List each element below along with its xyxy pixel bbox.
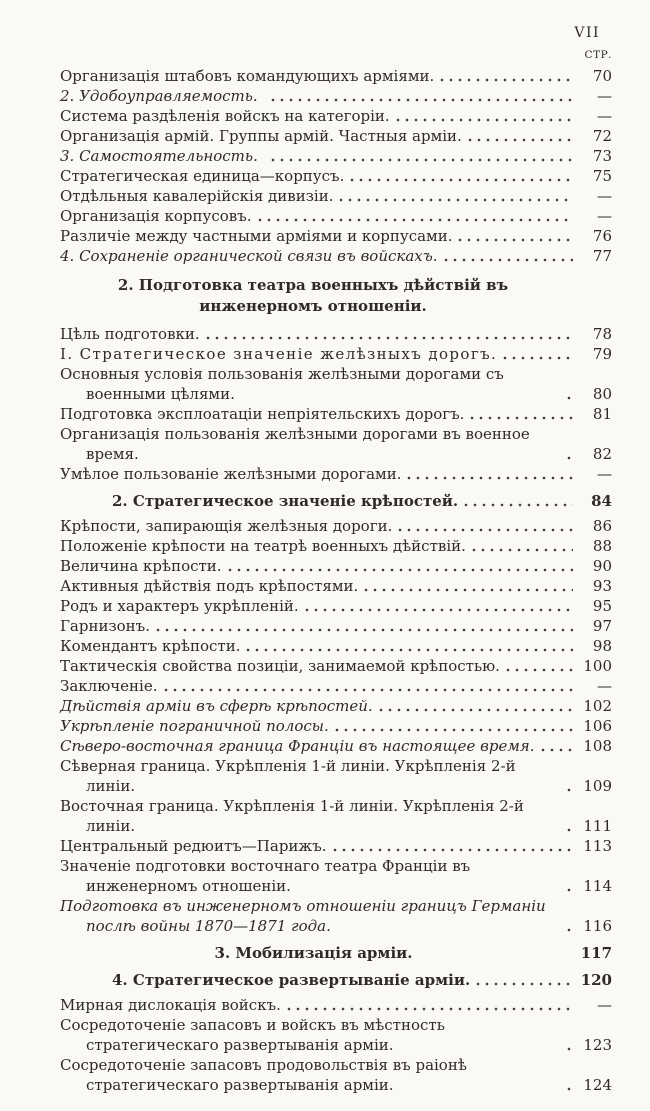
entry-page-number: 81 bbox=[592, 405, 612, 423]
entry-title: Активныя дѣйствія подъ крѣпостями. bbox=[60, 577, 359, 595]
entry-title: 3. Мобилизація арміи. bbox=[214, 944, 413, 962]
toc-entry bbox=[60, 736, 612, 756]
toc-entry bbox=[60, 636, 612, 656]
dot-leader bbox=[567, 928, 573, 932]
entry-page-number: 77 bbox=[592, 247, 612, 265]
entry-title: 2. Стратегическое значеніе крѣпостей. bbox=[112, 492, 459, 510]
dot-leader bbox=[444, 258, 573, 262]
toc-entry bbox=[60, 146, 612, 166]
toc-entry bbox=[60, 246, 612, 266]
entry-page-number: 114 bbox=[583, 877, 612, 895]
entry-title: Сѣверо-восточная граница Франціи въ настоящее время. bbox=[60, 737, 535, 755]
entry-page-number: 84 bbox=[591, 492, 612, 510]
dot-leader bbox=[287, 1007, 573, 1011]
entry-title: Различіе между частными арміями и корпусами. bbox=[60, 227, 453, 245]
dot-leader bbox=[350, 178, 573, 182]
toc-entry bbox=[60, 1015, 612, 1055]
dot-leader bbox=[567, 788, 573, 792]
toc-entry bbox=[60, 464, 612, 484]
entry-page-number: 116 bbox=[583, 917, 612, 935]
entry-title: Величина крѣпости. bbox=[60, 557, 222, 575]
toc-entry bbox=[60, 576, 612, 596]
entry-title: Значеніе подготовки восточнаго театра Франціи въ инженерномъ отношеніи. bbox=[60, 857, 471, 895]
toc-entry bbox=[60, 796, 612, 836]
dot-leader bbox=[567, 456, 573, 460]
dot-leader bbox=[271, 158, 573, 162]
entry-title: Организація армій. Группы армій. Частныя арміи. bbox=[60, 127, 462, 145]
entry-title: Заключеніе. bbox=[60, 677, 158, 695]
entry-page-number: 109 bbox=[583, 777, 612, 795]
entry-title: Стратегическая единица—корпусъ. bbox=[60, 167, 345, 185]
entry-title: Восточная граница. Укрѣпленія 1-й линіи. Укрѣпленія 2-й линіи. bbox=[60, 797, 524, 835]
dot-leader bbox=[470, 416, 573, 420]
entry-page-number: — bbox=[597, 87, 612, 105]
dot-leader bbox=[271, 98, 573, 102]
dot-leader bbox=[333, 848, 573, 852]
toc-entry bbox=[60, 616, 612, 636]
entry-page-number: 75 bbox=[592, 167, 612, 185]
entry-page-number: 113 bbox=[583, 837, 612, 855]
toc-entry bbox=[60, 995, 612, 1015]
toc-entry bbox=[60, 970, 612, 990]
toc-entry bbox=[60, 226, 612, 246]
entry-page-number: 95 bbox=[592, 597, 612, 615]
toc-entry bbox=[60, 836, 612, 856]
dot-leader bbox=[258, 218, 573, 222]
dot-leader bbox=[458, 238, 573, 242]
toc-entry bbox=[60, 166, 612, 186]
toc-entry bbox=[60, 756, 612, 796]
entry-page-number: 124 bbox=[583, 1076, 612, 1094]
entry-title: Центральный редюитъ—Парижъ. bbox=[60, 837, 327, 855]
toc-entry bbox=[60, 943, 612, 963]
entry-title: Укрѣпленіе пограничной полосы. bbox=[60, 717, 329, 735]
dot-leader bbox=[156, 628, 573, 632]
toc-entry bbox=[60, 856, 612, 896]
dot-leader bbox=[407, 476, 573, 480]
toc-entry bbox=[60, 126, 612, 146]
dot-leader bbox=[305, 608, 573, 612]
entry-page-number: 117 bbox=[580, 944, 613, 962]
entry-page-number: 79 bbox=[592, 345, 612, 363]
dot-leader bbox=[246, 648, 573, 652]
entry-title: Организація корпусовъ. bbox=[60, 207, 252, 225]
entry-title: Подготовка въ инженерномъ отношеніи границъ Германіи послѣ войны 1870—1871 года. bbox=[60, 897, 546, 935]
entry-page-number: 86 bbox=[592, 517, 612, 535]
entry-page-number: — bbox=[597, 465, 612, 483]
entry-page-number: 120 bbox=[580, 971, 612, 989]
entry-page-number: 88 bbox=[592, 537, 612, 555]
toc-entry bbox=[60, 364, 612, 404]
toc-entry bbox=[60, 896, 612, 936]
toc-entry bbox=[60, 676, 612, 696]
dot-leader bbox=[468, 138, 573, 142]
toc-entry bbox=[60, 324, 612, 344]
entry-title: Сосредоточеніе запасовъ продовольствія въ раіонѣ стратегическаго развертыванія арміи. bbox=[60, 1056, 467, 1094]
dot-leader bbox=[440, 78, 573, 82]
entry-page-number: — bbox=[597, 677, 612, 695]
toc-entry bbox=[60, 716, 612, 736]
dot-leader bbox=[567, 888, 573, 892]
dot-leader bbox=[567, 1087, 573, 1091]
entry-title: Дѣйствія арміи въ сферѣ крѣпостей. bbox=[60, 697, 373, 715]
entry-title: Умѣлое пользованіе желѣзными дорогами. bbox=[60, 465, 402, 483]
dot-leader bbox=[364, 588, 573, 592]
entry-page-number: 70 bbox=[592, 67, 612, 85]
dot-leader bbox=[541, 748, 574, 752]
entry-page-number: 98 bbox=[592, 637, 612, 655]
entry-title: Организація штабовъ командующихъ арміями. bbox=[60, 67, 435, 85]
entry-page-number: 108 bbox=[583, 737, 612, 755]
entry-page-number: 73 bbox=[592, 147, 612, 165]
toc-entry bbox=[60, 206, 612, 226]
entry-title: 2. Удобоуправляемость. bbox=[60, 87, 258, 105]
entry-page-number: 90 bbox=[592, 557, 612, 575]
entry-title: Комендантъ крѣпости. bbox=[60, 637, 241, 655]
entry-title: 4. Сохраненіе органической связи въ войскахъ. bbox=[60, 247, 438, 265]
page-column-label: СТР. bbox=[584, 49, 612, 61]
toc-entry bbox=[60, 1055, 612, 1095]
dot-leader bbox=[164, 688, 574, 692]
toc-entry bbox=[60, 186, 612, 206]
dot-leader bbox=[339, 198, 573, 202]
entry-title: Крѣпости, запирающія желѣзныя дороги. bbox=[60, 517, 393, 535]
entry-title: Гарнизонъ. bbox=[60, 617, 150, 635]
entry-page-number: — bbox=[597, 996, 612, 1014]
entry-page-number: — bbox=[597, 107, 612, 125]
entry-title: Мирная дислокація войскъ. bbox=[60, 996, 281, 1014]
dot-leader bbox=[379, 708, 573, 712]
entry-title: 3. Самостоятельность. bbox=[60, 147, 258, 165]
entry-title: Система раздѣленія войскъ на категоріи. bbox=[60, 107, 390, 125]
toc-entry bbox=[60, 86, 612, 106]
table-of-contents bbox=[60, 66, 612, 1095]
entry-page-number: 80 bbox=[592, 385, 612, 403]
entry-page-number: 102 bbox=[583, 697, 612, 715]
entry-page-number: 123 bbox=[583, 1036, 612, 1054]
toc-entry bbox=[60, 491, 612, 511]
toc-entry bbox=[60, 556, 612, 576]
dot-leader bbox=[503, 356, 573, 360]
entry-page-number: 76 bbox=[592, 227, 612, 245]
entry-page-number: — bbox=[597, 187, 612, 205]
dot-leader bbox=[567, 828, 573, 832]
entry-title: Цѣль подготовки. bbox=[60, 325, 200, 343]
entry-title: Сосредоточеніе запасовъ и войскъ въ мѣстность стратегическаго развертыванія арміи. bbox=[60, 1016, 445, 1054]
entry-page-number: — bbox=[597, 207, 612, 225]
entry-page-number: 78 bbox=[592, 325, 612, 343]
dot-leader bbox=[228, 568, 573, 572]
dot-leader bbox=[567, 396, 573, 400]
toc-entry bbox=[60, 656, 612, 676]
toc-entry bbox=[60, 696, 612, 716]
dot-leader bbox=[419, 955, 574, 959]
dot-leader bbox=[335, 728, 573, 732]
entry-title: 4. Стратегическое развертываніе арміи. bbox=[112, 971, 471, 989]
entry-page-number: 72 bbox=[592, 127, 612, 145]
entry-page-number: 97 bbox=[592, 617, 612, 635]
entry-title: Отдѣльныя кавалерійскія дивизіи. bbox=[60, 187, 334, 205]
dot-leader bbox=[476, 982, 573, 986]
entry-title: Сѣверная граница. Укрѣпленія 1-й линіи. Укрѣпленія 2-й линіи. bbox=[60, 757, 516, 795]
folio-page-number: VII bbox=[574, 25, 600, 41]
entry-title: Родъ и характеръ укрѣпленій. bbox=[60, 597, 299, 615]
entry-page-number: 106 bbox=[583, 717, 612, 735]
toc-entry bbox=[60, 404, 612, 424]
toc-entry bbox=[60, 536, 612, 556]
entry-title: Основныя условія пользованія желѣзными дорогами съ военными цѣлями. bbox=[60, 365, 504, 403]
dot-leader bbox=[472, 548, 573, 552]
entry-page-number: 100 bbox=[583, 657, 612, 675]
toc-entry bbox=[60, 106, 612, 126]
toc-entry bbox=[60, 516, 612, 536]
entry-page-number: 111 bbox=[583, 817, 612, 835]
entry-page-number: 82 bbox=[592, 445, 612, 463]
entry-title: Подготовка эксплоатаціи непріятельскихъ дорогъ. bbox=[60, 405, 465, 423]
dot-leader bbox=[567, 1047, 573, 1051]
entry-page-number: 93 bbox=[592, 577, 612, 595]
dot-leader bbox=[396, 118, 573, 122]
toc-entry bbox=[60, 424, 612, 464]
entry-title: Организація пользованія желѣзными дорогами въ военное время. bbox=[60, 425, 530, 463]
entry-title: Тактическія свойства позиціи, занимаемой крѣпостью. bbox=[60, 657, 500, 675]
dot-leader bbox=[506, 668, 573, 672]
entry-title: I. Стратегическое значеніе желѣзныхъ дорогъ. bbox=[60, 345, 498, 363]
entry-title: Положеніе крѣпости на театрѣ военныхъ дѣйствій. bbox=[60, 537, 466, 555]
toc-entry bbox=[60, 596, 612, 616]
dot-leader bbox=[398, 528, 573, 532]
section-heading: 2. Подготовка театра военныхъ дѣйствій въ инженерномъ отношеніи. bbox=[117, 276, 509, 315]
toc-entry bbox=[60, 344, 612, 364]
dot-leader bbox=[464, 503, 573, 507]
toc-entry bbox=[60, 66, 612, 86]
dot-leader bbox=[206, 336, 573, 340]
